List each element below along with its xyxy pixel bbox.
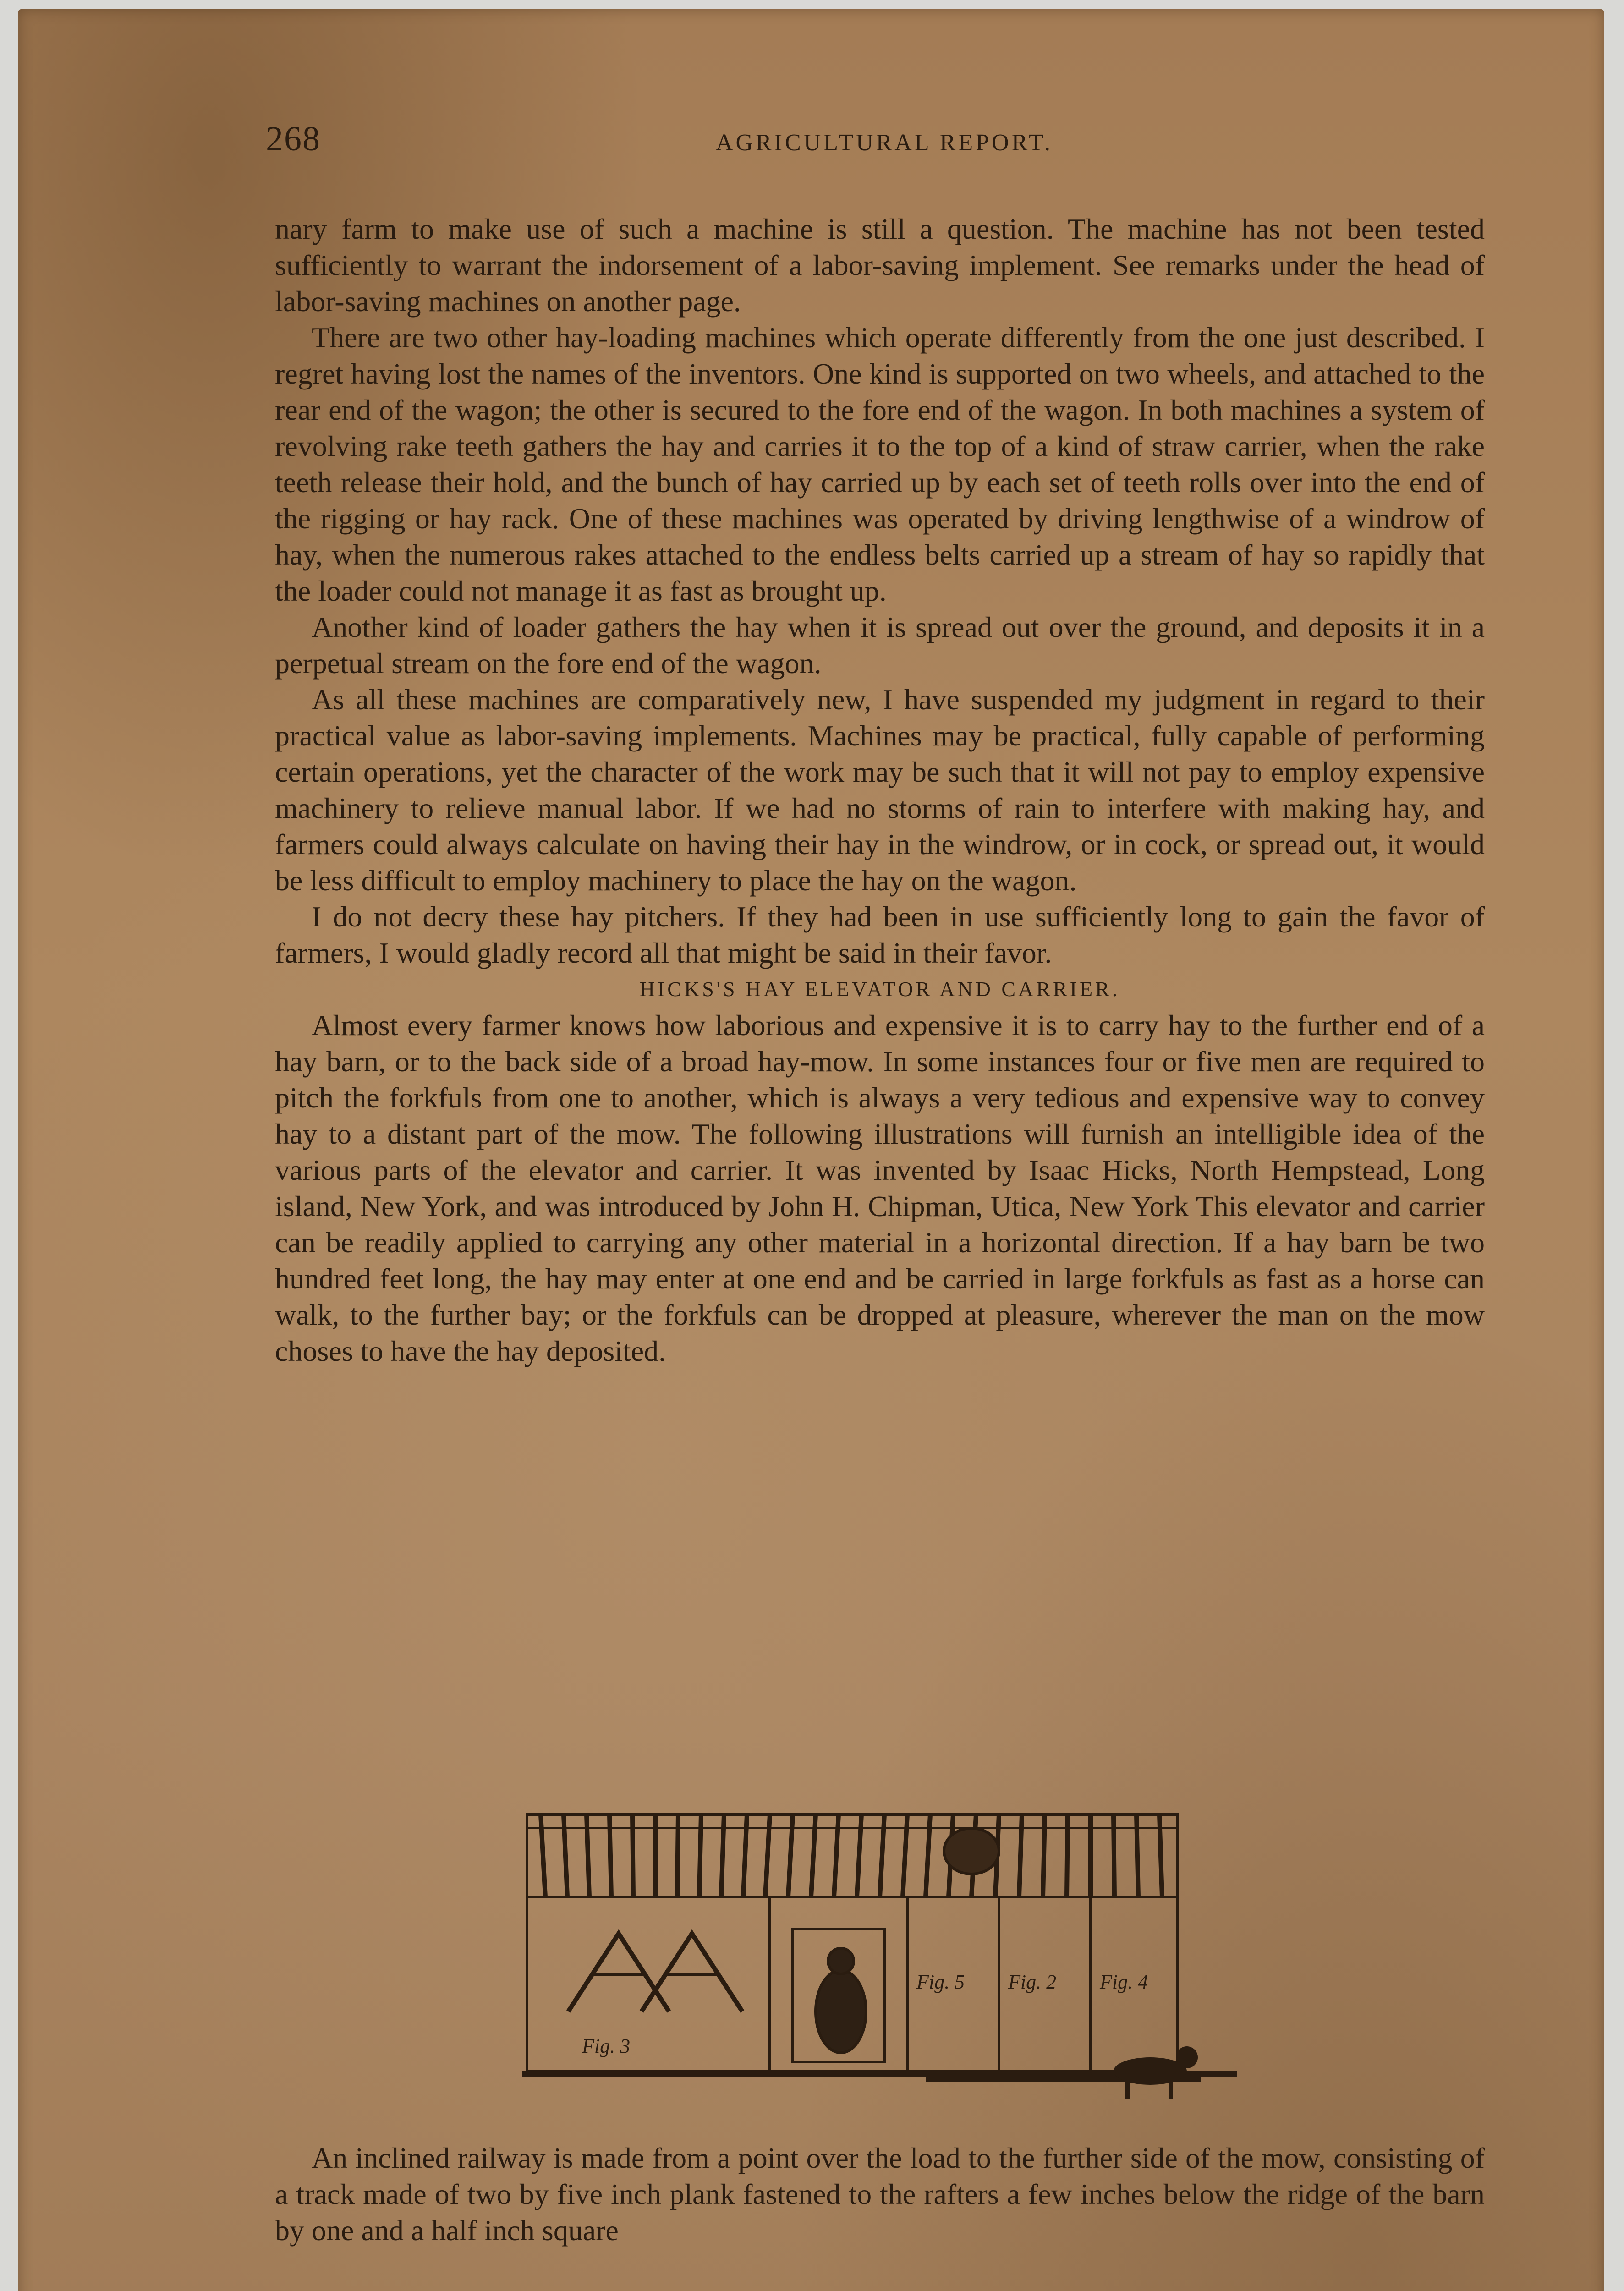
paragraph: Almost every farmer knows how laborious and expensive it is to carry hay to the further end of a hay barn, or to the back side of a broad hay-mow. In some instances four or five men are required to pitch the forkfuls from one to another, which is always a very tedious and expensive way to convey hay to a distant part of the mow. The following illustrations will furnish an intelligible idea of the various parts of the elevator and carrier. It was invented by Isaac Hicks, North Hempstead, Long island, New York, and was introduced by John H. Chipman, Utica, New York This elevator and carrier can be readily applied to carrying any other material in a horizontal direction. If a hay barn be two hundred feet long, the hay may enter at one end and be carried in large forkfuls as fast as a horse can walk, to the further bay; or the forkfuls can be dropped at pleasure, wherever the man on the mow choses to have the hay deposited. xyxy=(275,1009,1485,1367)
figure-label: Fig. 4 xyxy=(1100,1971,1148,1993)
section-title: HICKS'S HAY ELEVATOR AND CARRIER. xyxy=(639,977,1120,1001)
paragraph: As all these machines are comparatively new, I have suspended my judgment in regard to their practical value as labor-saving implements. Machines may be practical, fully capable of performing certain operations, yet the character of the work may be such that it will not pay to employ expensive machinery to relieve manual labor. If we had no storms of rain to interfere with making hay, and farmers could always calculate on having their hay in the windrow, or in cock, or spread out, it would be less difficult to employ machinery to place the hay on the wagon. xyxy=(275,683,1485,897)
paragraph: nary farm to make use of such a machine is still a question. The machine has not been tested sufficiently to warrant the indorsement of a labor-saving implement. See remarks under the head of labor-saving machines on another page. xyxy=(275,213,1485,318)
figure-label: Fig. 3 xyxy=(582,2035,631,2057)
paragraph: Another kind of loader gathers the hay when it is spread out over the ground, and deposits it in a perpetual stream on the fore end of the wagon. xyxy=(275,611,1485,680)
running-head: AGRICULTURAL REPORT. xyxy=(715,130,1053,156)
barn-illustration xyxy=(513,1796,1246,2117)
paragraph: An inclined railway is made from a point over the load to the further side of the mow, consisting of a track made of two by five inch plank fastened to the rafters a few inches below the ridge of the barn by one and a half inch square xyxy=(275,2142,1485,2247)
page-number: 268 xyxy=(266,120,321,158)
paragraph: There are two other hay-loading machines which operate differently from the one just described. I regret having lost the names of the inventors. One kind is supported on two wheels, and attached to the rear end of the wagon; the other is secured to the fore end of the wagon. In both machines a system of revolving rake teeth gathers the hay and carries it to the top of a kind of straw carrier, when the rake teeth release their hold, and the bunch of hay carried up by each set of teeth rolls over into the end of the rigging or hay rack. One of these machines was operated by driving lengthwise of a windrow of hay, when the numerous rakes attached to the endless belts carried up a stream of hay so rapidly that the loader could not manage it as fast as brought up. xyxy=(275,321,1485,607)
paragraph: I do not decry these hay pitchers. If they had been in use sufficiently long to gain the favor of farmers, I would gladly record all that might be said in their favor. xyxy=(275,900,1485,969)
figure-label: Fig. 2 xyxy=(1008,1971,1057,1993)
page-header xyxy=(266,119,1503,174)
document-page xyxy=(18,9,1604,2291)
figure-label: Fig. 5 xyxy=(916,1971,965,1993)
body-text-continued xyxy=(275,2140,1485,2248)
body-text xyxy=(275,211,1485,1369)
